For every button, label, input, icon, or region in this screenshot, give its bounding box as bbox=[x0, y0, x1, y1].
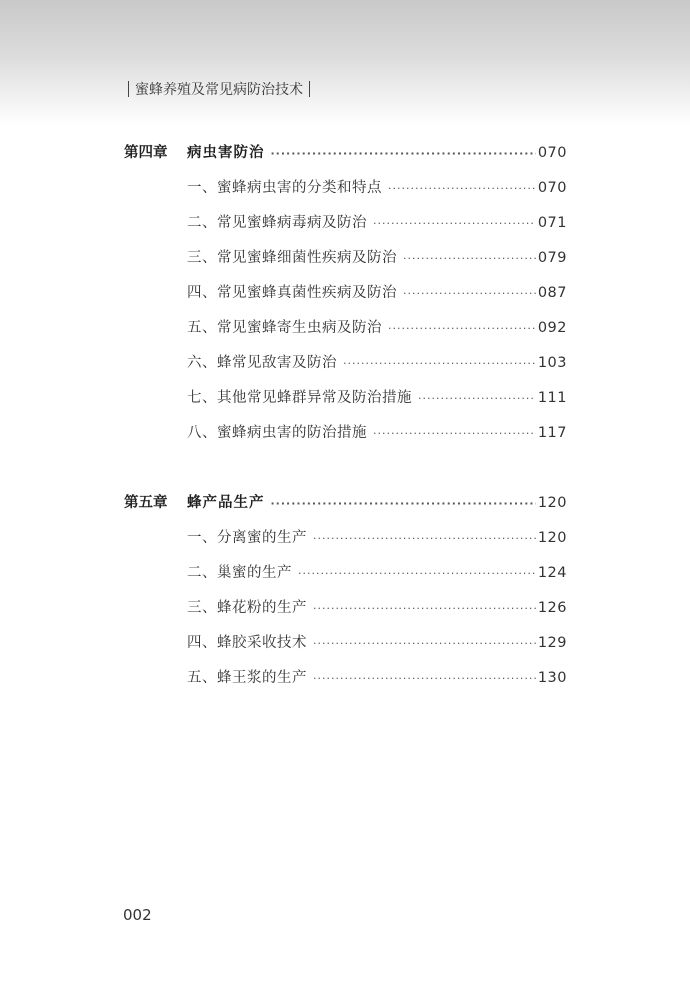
chapter-page: 120 bbox=[537, 495, 567, 511]
toc-section[interactable] bbox=[187, 351, 567, 373]
toc-section[interactable] bbox=[187, 561, 567, 583]
header-band bbox=[0, 0, 690, 125]
toc-section[interactable] bbox=[187, 176, 567, 198]
section-page: 126 bbox=[537, 600, 567, 616]
section-page: 070 bbox=[537, 180, 567, 196]
toc-chapter-5[interactable] bbox=[124, 491, 567, 513]
section-page: 130 bbox=[537, 670, 567, 686]
section-page: 087 bbox=[537, 285, 567, 301]
section-title: 六、蜂常见敌害及防治 bbox=[187, 355, 337, 371]
page-number: 002 bbox=[123, 906, 152, 924]
section-title: 五、蜂王浆的生产 bbox=[187, 670, 307, 686]
chapter-title: 蜂产品生产 bbox=[187, 495, 265, 511]
leader-dots bbox=[271, 497, 536, 510]
section-title: 一、蜜蜂病虫害的分类和特点 bbox=[187, 180, 382, 196]
toc-section[interactable] bbox=[187, 281, 567, 303]
leader-dots bbox=[373, 217, 536, 230]
section-page: 079 bbox=[537, 250, 567, 266]
leader-dots bbox=[313, 637, 536, 650]
section-page: 103 bbox=[537, 355, 567, 371]
leader-dots bbox=[313, 602, 536, 615]
section-page: 117 bbox=[537, 425, 567, 441]
chapter-number: 第五章 bbox=[124, 495, 168, 511]
book-title: 蜜蜂养殖及常见病防治技术 bbox=[135, 82, 303, 98]
section-title: 四、常见蜜蜂真菌性疾病及防治 bbox=[187, 285, 397, 301]
toc-section[interactable] bbox=[187, 386, 567, 408]
leader-dots bbox=[403, 252, 536, 265]
chapter-page: 070 bbox=[537, 145, 567, 161]
leader-dots bbox=[343, 357, 536, 370]
leader-dots bbox=[313, 672, 536, 685]
leader-dots bbox=[271, 147, 536, 160]
section-title: 二、常见蜜蜂病毒病及防治 bbox=[187, 215, 367, 231]
section-title: 二、巢蜜的生产 bbox=[187, 565, 292, 581]
chapter-title: 病虫害防治 bbox=[187, 145, 265, 161]
toc-section[interactable] bbox=[187, 421, 567, 443]
toc-section[interactable] bbox=[187, 526, 567, 548]
section-page: 120 bbox=[537, 530, 567, 546]
section-title: 四、蜂胶采收技术 bbox=[187, 635, 307, 651]
toc-section[interactable] bbox=[187, 246, 567, 268]
leader-dots bbox=[298, 567, 536, 580]
toc-section[interactable] bbox=[187, 596, 567, 618]
section-page: 092 bbox=[537, 320, 567, 336]
section-title: 八、蜜蜂病虫害的防治措施 bbox=[187, 425, 367, 441]
chapter-number: 第四章 bbox=[124, 145, 168, 161]
toc-section[interactable] bbox=[187, 631, 567, 653]
toc-section[interactable] bbox=[187, 211, 567, 233]
leader-dots bbox=[403, 287, 536, 300]
leader-dots bbox=[388, 322, 536, 335]
section-title: 一、分离蜜的生产 bbox=[187, 530, 307, 546]
section-title: 五、常见蜜蜂寄生虫病及防治 bbox=[187, 320, 382, 336]
section-page: 129 bbox=[537, 635, 567, 651]
toc-section[interactable] bbox=[187, 666, 567, 688]
leader-dots bbox=[418, 392, 536, 405]
section-title: 七、其他常见蜂群异常及防治措施 bbox=[187, 390, 412, 406]
leader-dots bbox=[373, 427, 536, 440]
section-title: 三、蜂花粉的生产 bbox=[187, 600, 307, 616]
running-head-left-rule bbox=[128, 81, 129, 97]
section-page: 071 bbox=[537, 215, 567, 231]
leader-dots bbox=[313, 532, 536, 545]
section-page: 111 bbox=[537, 390, 567, 406]
running-head-right-rule bbox=[309, 81, 310, 97]
section-title: 三、常见蜜蜂细菌性疾病及防治 bbox=[187, 250, 397, 266]
section-page: 124 bbox=[537, 565, 567, 581]
running-head bbox=[122, 80, 316, 98]
toc-chapter-4[interactable] bbox=[124, 141, 567, 163]
toc-section[interactable] bbox=[187, 316, 567, 338]
leader-dots bbox=[388, 182, 536, 195]
